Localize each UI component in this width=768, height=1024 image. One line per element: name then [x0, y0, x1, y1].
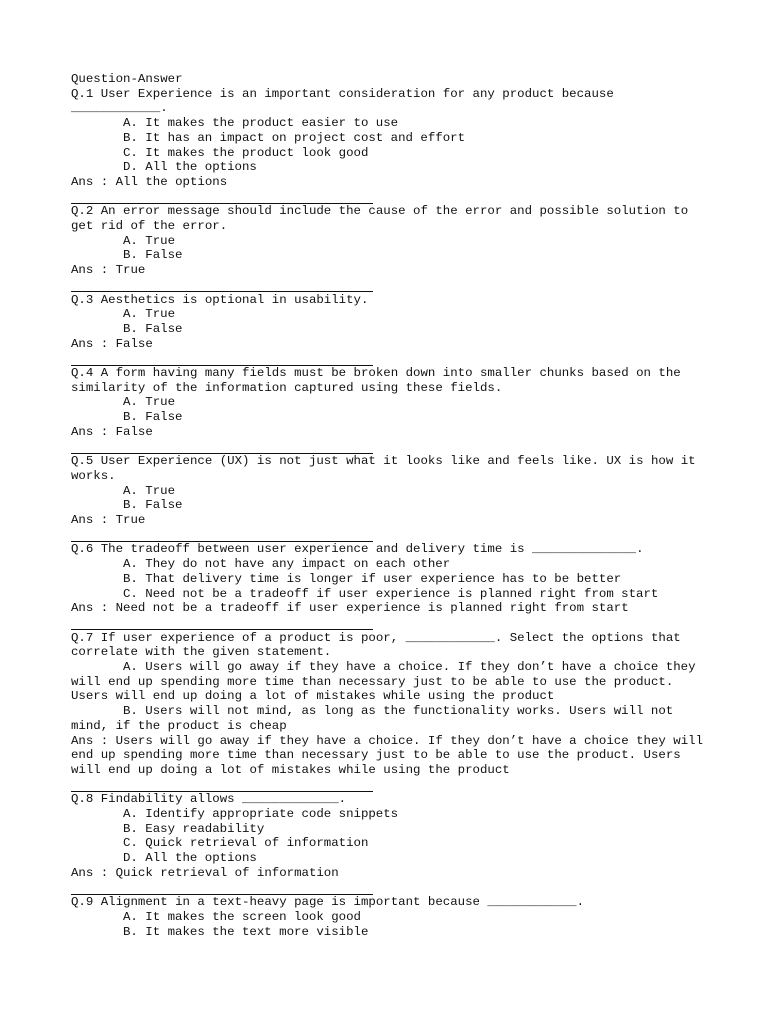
- question-text: Q.3 Aesthetics is optional in usability.: [71, 292, 369, 307]
- answer-option: A. Identify appropriate code snippets: [123, 807, 399, 822]
- answer-line: Ans : False: [71, 336, 153, 351]
- question-text: Q.8 Findability allows _____________.: [71, 792, 347, 807]
- answer-option: A. True: [123, 395, 176, 410]
- question-block: [71, 792, 711, 895]
- question-text: Q.7 If user experience of a product is poor, ____________. Select the options that correlate with the given statement.: [71, 630, 689, 660]
- answer-option: B. That delivery time is longer if user experience has to be better: [123, 571, 622, 586]
- question-block: [71, 204, 711, 292]
- answer-line: Ans : False: [71, 424, 153, 439]
- question-block: [71, 454, 711, 542]
- answer-line: Ans : All the options: [71, 174, 228, 189]
- answer-option: D. All the options: [123, 160, 257, 175]
- answer-option: B. False: [123, 248, 183, 263]
- answer-option: A. True: [123, 307, 176, 322]
- answer-option: D. All the options: [123, 851, 257, 866]
- answer-line: Ans : True: [71, 263, 146, 278]
- answer-option: A. True: [123, 233, 176, 248]
- answer-line: Ans : True: [71, 513, 146, 528]
- answer-option: A. They do not have any impact on each other: [123, 557, 451, 572]
- answer-option: B. False: [123, 321, 183, 336]
- answer-option: A. It makes the screen look good: [123, 909, 361, 924]
- document-body: [71, 72, 711, 939]
- document-title: Question-Answer: [71, 72, 183, 86]
- question-text: Q.1 User Experience is an important consideration for any product because ____________.: [71, 86, 622, 116]
- question-block: [71, 293, 711, 366]
- answer-line: Ans : Need not be a tradeoff if user experience is planned right from start: [71, 601, 629, 616]
- answer-option: C. Need not be a tradeoff if user experience is planned right from start: [123, 586, 659, 601]
- question-block: [71, 631, 711, 793]
- question-text: Q.2 An error message should include the cause of the error and possible solution to get rid of the error.: [71, 204, 696, 234]
- answer-option: B. Users will not mind, as long as the functionality works. Users will not mind, if the product is cheap: [71, 704, 681, 733]
- question-text: Q.5 User Experience (UX) is not just what it looks like and feels like. UX is how it works.: [71, 454, 704, 483]
- answer-option: B. False: [123, 498, 183, 513]
- question-text: Q.4 A form having many fields must be broken down into smaller chunks based on the similarity of the information captured using these fields.: [71, 366, 689, 395]
- answer-option: C. It makes the product look good: [123, 145, 369, 160]
- question-block: [71, 366, 711, 454]
- question-block: [71, 87, 711, 204]
- answer-option: B. Easy readability: [123, 821, 265, 836]
- question-block: [71, 895, 711, 939]
- answer-option: A. Users will go away if they have a choice. If they don’t have a choice they will end up spending more time than necessary just to be able to use the product. Users will end up doing a lot of mistakes while using the product: [71, 660, 703, 704]
- answer-option: B. False: [123, 410, 183, 425]
- answer-option: B. It makes the text more visible: [123, 924, 369, 939]
- answer-option: B. It has an impact on project cost and effort: [123, 130, 466, 145]
- answer-line: Ans : Users will go away if they have a choice. If they don’t have a choice they will end up spending more time than necessary just to be able to use the product. Users will end up doing a lot of mistakes while using the product: [71, 733, 711, 777]
- answer-option: C. Quick retrieval of information: [123, 836, 369, 851]
- answer-line: Ans : Quick retrieval of information: [71, 865, 339, 880]
- question-block: [71, 542, 711, 630]
- answer-option: A. True: [123, 483, 176, 498]
- question-text: Q.6 The tradeoff between user experience and delivery time is ______________.: [71, 542, 644, 557]
- question-text: Q.9 Alignment in a text-heavy page is important because ____________.: [71, 895, 585, 910]
- answer-option: A. It makes the product easier to use: [123, 116, 399, 131]
